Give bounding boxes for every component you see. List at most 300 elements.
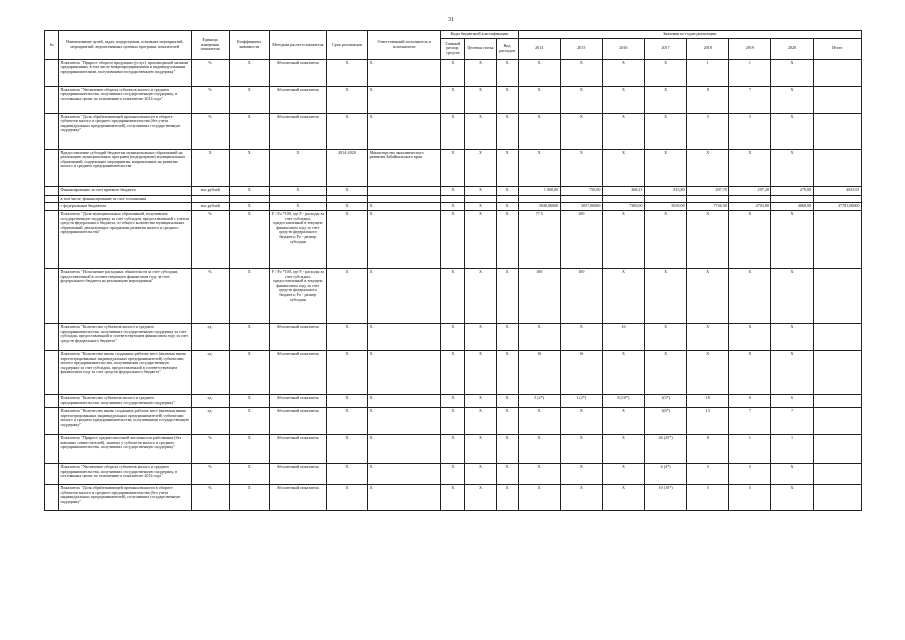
row-year-value-cell: 1 000,00 bbox=[518, 186, 560, 195]
row-year-value-cell: X bbox=[602, 464, 644, 485]
row-year-value-cell bbox=[518, 195, 560, 203]
row-method-cell: Абсолютный показатель bbox=[269, 86, 326, 113]
row-unit-cell: ед. bbox=[191, 351, 229, 395]
row-year-value-cell: X bbox=[687, 269, 729, 324]
row-year-value-cell bbox=[602, 195, 644, 203]
row-unit-cell: % bbox=[191, 485, 229, 511]
row-responsible-cell: Министерство экономического развития Забайкальского края bbox=[368, 149, 441, 186]
row-deadline-cell: X bbox=[326, 59, 367, 86]
row-total-cell bbox=[813, 86, 861, 113]
row-number-cell bbox=[45, 59, 59, 86]
row-code-kind-cell: X bbox=[496, 351, 518, 395]
row-deadline-cell: X bbox=[326, 485, 367, 511]
col-year-header: 2015 bbox=[560, 38, 602, 59]
row-unit-cell: % bbox=[191, 435, 229, 464]
row-unit-cell: % bbox=[191, 86, 229, 113]
row-total-cell bbox=[813, 464, 861, 485]
row-unit-cell: % bbox=[191, 59, 229, 86]
row-code-main-cell: X bbox=[441, 269, 465, 324]
row-coef-cell: X bbox=[229, 464, 269, 485]
col-responsible-header: Ответственный исполнитель и исполнители bbox=[368, 31, 441, 60]
row-unit-cell bbox=[191, 195, 229, 203]
row-year-value-cell: X bbox=[602, 351, 644, 395]
row-year-value-cell: 8 bbox=[687, 435, 729, 464]
row-coef-cell: X bbox=[229, 435, 269, 464]
row-year-value-cell: X bbox=[687, 324, 729, 351]
col-method-header: Методика расчета показателя bbox=[269, 31, 326, 60]
row-code-kind-cell: X bbox=[496, 408, 518, 435]
row-coef-cell: X bbox=[229, 203, 269, 211]
row-unit-cell: тыс.рублей bbox=[191, 186, 229, 195]
row-year-value-cell: X bbox=[771, 59, 813, 86]
row-year-value-cell: X bbox=[518, 485, 560, 511]
row-year-value-cell: X bbox=[729, 324, 771, 351]
row-code-target-cell: X bbox=[465, 435, 496, 464]
row-code-main-cell: X bbox=[441, 211, 465, 269]
row-code-kind-cell: X bbox=[496, 149, 518, 186]
row-year-value-cell: X bbox=[602, 113, 644, 149]
row-code-kind-cell: X bbox=[496, 269, 518, 324]
row-number-cell bbox=[45, 395, 59, 408]
row-number-cell bbox=[45, 408, 59, 435]
row-unit-cell: % bbox=[191, 269, 229, 324]
row-year-value-cell: 368,21 bbox=[602, 186, 644, 195]
row-year-value-cell: 5 bbox=[729, 464, 771, 485]
row-year-value-cell: X bbox=[518, 408, 560, 435]
row-year-value-cell: 7 bbox=[771, 408, 813, 435]
table-row bbox=[45, 113, 862, 149]
row-year-value-cell: X bbox=[518, 149, 560, 186]
row-year-value-cell: X bbox=[771, 464, 813, 485]
row-total-cell bbox=[813, 195, 861, 203]
row-year-value-cell: 1 bbox=[729, 59, 771, 86]
table-row bbox=[45, 211, 862, 269]
row-code-kind-cell: X bbox=[496, 435, 518, 464]
row-deadline-cell: X bbox=[326, 113, 367, 149]
col-year-header: 2020 bbox=[771, 38, 813, 59]
row-number-cell bbox=[45, 211, 59, 269]
row-name-cell: Показатель "Количество субъектов малого и среднего предпринимательства, получивших государственную поддержку за счет субсидии, предоставленной в соответствующем финансовом году за счет средств федерального бюджета" bbox=[59, 324, 191, 351]
row-method-cell: Абсолютный показатель bbox=[269, 464, 326, 485]
row-year-value-cell bbox=[560, 195, 602, 203]
row-code-main-cell: X bbox=[441, 435, 465, 464]
row-code-kind-cell: X bbox=[496, 203, 518, 211]
row-year-value-cell: X bbox=[687, 351, 729, 395]
row-year-value-cell: 4703,80 bbox=[729, 203, 771, 211]
row-code-target-cell: X bbox=[465, 203, 496, 211]
col-total-header: Итого bbox=[813, 38, 861, 59]
row-code-main-cell: X bbox=[441, 149, 465, 186]
row-coef-cell: X bbox=[229, 59, 269, 86]
row-year-value-cell: 3040,00000 bbox=[518, 203, 560, 211]
row-year-value-cell: X bbox=[729, 269, 771, 324]
row-coef-cell: X bbox=[229, 269, 269, 324]
table-row bbox=[45, 149, 862, 186]
row-deadline-cell: X bbox=[326, 211, 367, 269]
row-year-value-cell: 1 bbox=[771, 435, 813, 464]
row-year-value-cell: X bbox=[729, 351, 771, 395]
row-deadline-cell: X bbox=[326, 435, 367, 464]
row-name-cell: Показатель "Исполнение расходных обязательств за счет субсидии, предоставленной в соответствующем финансовом году за счет федерального бюджета на реализацию мероприятия" bbox=[59, 269, 191, 324]
row-code-kind-cell: X bbox=[496, 186, 518, 195]
row-name-cell: Показатель "Прирост среднесписочной численности работников (без внешних совместителей), занятых у субъектов малого и среднего предпринимательства, получивших государственную поддержку" bbox=[59, 435, 191, 464]
row-responsible-cell: X bbox=[368, 464, 441, 485]
row-deadline-cell: X bbox=[326, 186, 367, 195]
row-year-value-cell: 7 bbox=[729, 408, 771, 435]
row-code-kind-cell: X bbox=[496, 395, 518, 408]
row-code-target-cell: X bbox=[465, 59, 496, 86]
table-row bbox=[45, 408, 862, 435]
row-responsible-cell: X bbox=[368, 113, 441, 149]
budget-codes-header: Коды бюджетной классификации bbox=[441, 31, 518, 39]
col-name-header: Наименование целей, задач, подпрограмм, основных мероприятий, мероприятий, ведомственных целевых программ, показателей bbox=[59, 31, 191, 60]
row-unit-cell: % bbox=[191, 464, 229, 485]
row-year-value-cell: X bbox=[771, 269, 813, 324]
row-year-value-cell: 5 bbox=[729, 485, 771, 511]
row-total-cell bbox=[813, 211, 861, 269]
row-coef-cell: X bbox=[229, 113, 269, 149]
row-year-value-cell: 497,70 bbox=[687, 186, 729, 195]
row-year-value-cell: X bbox=[771, 324, 813, 351]
row-method-cell: Абсолютный показатель bbox=[269, 435, 326, 464]
row-method-cell: Абсолютный показатель bbox=[269, 59, 326, 86]
row-number-cell bbox=[45, 86, 59, 113]
row-year-value-cell: X bbox=[771, 351, 813, 395]
row-deadline-cell: X bbox=[326, 351, 367, 395]
col-year-header: 2019 bbox=[729, 38, 771, 59]
row-responsible-cell: X bbox=[368, 269, 441, 324]
row-number-cell bbox=[45, 149, 59, 186]
row-responsible-cell: X bbox=[368, 86, 441, 113]
row-year-value-cell: 26 (25*) bbox=[645, 435, 687, 464]
row-year-value-cell: X bbox=[560, 464, 602, 485]
row-year-value-cell: 7726,50 bbox=[687, 203, 729, 211]
row-code-target-cell: X bbox=[465, 211, 496, 269]
row-year-value-cell: X bbox=[518, 59, 560, 86]
row-name-cell: с федеральным бюджетом bbox=[59, 203, 191, 211]
row-number-cell bbox=[45, 186, 59, 195]
row-year-value-cell: 5 bbox=[687, 113, 729, 149]
row-number-cell bbox=[45, 351, 59, 395]
row-year-value-cell: X bbox=[771, 86, 813, 113]
row-year-value-cell: X bbox=[645, 149, 687, 186]
row-code-kind-cell: X bbox=[496, 464, 518, 485]
row-year-value-cell: X bbox=[771, 211, 813, 269]
row-deadline-cell: X bbox=[326, 269, 367, 324]
row-code-main-cell: X bbox=[441, 464, 465, 485]
row-name-cell: Показатель "Количество вновь созданных рабочих мест (включая вновь зарегистрированных индивидуальных предпринимателей) субъектами малого и среднего предпринимательства, получившими государственную поддержку" bbox=[59, 408, 191, 435]
row-year-value-cell: 1 bbox=[729, 435, 771, 464]
table-body bbox=[45, 59, 862, 511]
row-total-cell bbox=[813, 395, 861, 408]
row-year-value-cell: 5035,00 bbox=[645, 203, 687, 211]
row-year-value-cell: X bbox=[560, 324, 602, 351]
row-code-target-cell: X bbox=[465, 464, 496, 485]
row-number-cell bbox=[45, 269, 59, 324]
row-coef-cell: X bbox=[229, 324, 269, 351]
row-code-main-cell: X bbox=[441, 86, 465, 113]
row-year-value-cell: X bbox=[518, 464, 560, 485]
row-total-cell bbox=[813, 408, 861, 435]
row-year-value-cell: 297,20 bbox=[729, 186, 771, 195]
row-year-value-cell bbox=[771, 195, 813, 203]
row-year-value-cell: 3057,00000 bbox=[560, 203, 602, 211]
row-name-cell: Показатель "Прирост оборота продукции (услуг), производимой малыми предприятиями, в том числе микропредприятиями и индивидуальными предпринимателями, получившими государственную поддержку" bbox=[59, 59, 191, 86]
row-year-value-cell: 4868,00 bbox=[771, 203, 813, 211]
row-coef-cell: X bbox=[229, 86, 269, 113]
row-year-value-cell: X bbox=[560, 408, 602, 435]
table-row bbox=[45, 464, 862, 485]
row-deadline-cell: X bbox=[326, 86, 367, 113]
table-row bbox=[45, 395, 862, 408]
row-year-value-cell: X bbox=[602, 269, 644, 324]
row-responsible-cell: X bbox=[368, 203, 441, 211]
col-code-target-header: Целевая статья bbox=[465, 38, 496, 59]
row-total-cell bbox=[813, 351, 861, 395]
row-responsible-cell bbox=[368, 195, 441, 203]
row-coef-cell: X bbox=[229, 351, 269, 395]
row-number-cell bbox=[45, 195, 59, 203]
row-total-cell bbox=[813, 149, 861, 186]
row-method-cell: Абсолютный показатель bbox=[269, 395, 326, 408]
row-code-kind-cell: X bbox=[496, 211, 518, 269]
col-year-header: 2016 bbox=[602, 38, 644, 59]
row-coef-cell: X bbox=[229, 408, 269, 435]
row-year-value-cell: 100 bbox=[560, 269, 602, 324]
row-responsible-cell: X bbox=[368, 408, 441, 435]
row-coef-cell: X bbox=[229, 186, 269, 195]
row-code-target-cell: X bbox=[465, 395, 496, 408]
row-code-kind-cell: X bbox=[496, 113, 518, 149]
row-name-cell: Показатель "Доля муниципальных образований, получивших государственную поддержку за счет субсидии, предоставленной с учетом средств федерального бюджета, от общего количества муниципальных образований, реализующих программы развития малого и среднего предпринимательства" bbox=[59, 211, 191, 269]
col-no-header: № bbox=[45, 31, 59, 60]
row-year-value-cell: X bbox=[518, 435, 560, 464]
row-deadline-cell: X bbox=[326, 464, 367, 485]
row-year-value-cell bbox=[645, 195, 687, 203]
row-code-main-cell: X bbox=[441, 485, 465, 511]
row-year-value-cell: X bbox=[645, 351, 687, 395]
row-year-value-cell: X bbox=[645, 324, 687, 351]
row-year-value-cell: X bbox=[602, 59, 644, 86]
table-row bbox=[45, 269, 862, 324]
row-unit-cell: ед. bbox=[191, 408, 229, 435]
row-year-value-cell: 16 bbox=[518, 351, 560, 395]
row-unit-cell: % bbox=[191, 113, 229, 149]
row-year-value-cell: 750,00 bbox=[560, 186, 602, 195]
row-responsible-cell: X bbox=[368, 395, 441, 408]
row-method-cell: X bbox=[269, 186, 326, 195]
row-year-value-cell: X bbox=[560, 149, 602, 186]
row-number-cell bbox=[45, 485, 59, 511]
row-responsible-cell: X bbox=[368, 485, 441, 511]
row-code-main-cell: X bbox=[441, 324, 465, 351]
table-row bbox=[45, 351, 862, 395]
row-year-value-cell: X bbox=[560, 86, 602, 113]
row-responsible-cell: X bbox=[368, 324, 441, 351]
row-year-value-cell: 8 bbox=[687, 86, 729, 113]
row-total-cell bbox=[813, 269, 861, 324]
row-year-value-cell: 77,5 bbox=[518, 211, 560, 269]
row-method-cell: F / Fo *100, где F - расходы за счет субсидии, предоставленной в текущем финансовом году за счет средств федерального бюджета; Fo - размер субсидии bbox=[269, 211, 326, 269]
row-name-cell: Показатель "Увеличение оборота субъектов малого и среднего предпринимательства, получивших государственную поддержку, в постоянных ценах по отношению к показателю 2014 года" bbox=[59, 464, 191, 485]
row-code-main-cell: X bbox=[441, 351, 465, 395]
row-unit-cell: X bbox=[191, 149, 229, 186]
row-code-target-cell: X bbox=[465, 351, 496, 395]
row-responsible-cell: X bbox=[368, 435, 441, 464]
row-deadline-cell: X bbox=[326, 203, 367, 211]
row-deadline-cell: X bbox=[326, 408, 367, 435]
row-year-value-cell: X bbox=[645, 211, 687, 269]
col-unit-header: Единица измерения показателя bbox=[191, 31, 229, 60]
row-code-target-cell: X bbox=[465, 485, 496, 511]
row-year-value-cell: X bbox=[602, 435, 644, 464]
row-number-cell bbox=[45, 324, 59, 351]
row-total-cell: 4023,91 bbox=[813, 186, 861, 195]
table-row bbox=[45, 59, 862, 86]
row-code-main-cell: X bbox=[441, 408, 465, 435]
table-row bbox=[45, 324, 862, 351]
table-row bbox=[45, 186, 862, 195]
row-code-main-cell: X bbox=[441, 113, 465, 149]
row-code-main-cell: X bbox=[441, 203, 465, 211]
row-method-cell: Абсолютный показатель bbox=[269, 113, 326, 149]
row-code-target-cell: X bbox=[465, 86, 496, 113]
row-year-value-cell: 5 bbox=[729, 113, 771, 149]
row-year-value-cell: X bbox=[560, 113, 602, 149]
row-year-value-cell: 6 (4*) bbox=[645, 464, 687, 485]
row-name-cell: Показатель "Доля обрабатывающей промышленности в обороте субъектов малого и среднего предпринимательства (без учета индивидуальных предпринимателей), получивших государственную поддержку" bbox=[59, 113, 191, 149]
row-year-value-cell: X bbox=[645, 86, 687, 113]
row-method-cell: Абсолютный показатель bbox=[269, 408, 326, 435]
year-values-header: Значения по годам реализации bbox=[518, 31, 861, 39]
row-total-cell bbox=[813, 113, 861, 149]
row-year-value-cell: X bbox=[518, 86, 560, 113]
row-coef-cell: X bbox=[229, 395, 269, 408]
row-year-value-cell: X bbox=[687, 211, 729, 269]
row-year-value-cell bbox=[687, 195, 729, 203]
table-row bbox=[45, 86, 862, 113]
row-year-value-cell: X bbox=[729, 211, 771, 269]
table-row bbox=[45, 435, 862, 464]
row-coef-cell: X bbox=[229, 485, 269, 511]
row-deadline-cell: X bbox=[326, 324, 367, 351]
row-year-value-cell: 1(3*) bbox=[645, 395, 687, 408]
table-row bbox=[45, 485, 862, 511]
row-number-cell bbox=[45, 464, 59, 485]
row-code-target-cell bbox=[465, 195, 496, 203]
row-year-value-cell: 7300,00 bbox=[602, 203, 644, 211]
row-year-value-cell: X bbox=[560, 59, 602, 86]
row-year-value-cell bbox=[729, 195, 771, 203]
col-year-header: 2018 bbox=[687, 38, 729, 59]
row-year-value-cell: X bbox=[602, 211, 644, 269]
row-unit-cell: ед. bbox=[191, 395, 229, 408]
row-year-value-cell: 5 (2*) bbox=[518, 395, 560, 408]
row-year-value-cell: X bbox=[771, 149, 813, 186]
col-coef-header: Коэффициент значимости bbox=[229, 31, 269, 60]
row-name-cell: в том числе, финансирование за счет соглашения bbox=[59, 195, 191, 203]
row-unit-cell: ед. bbox=[191, 324, 229, 351]
row-number-cell bbox=[45, 113, 59, 149]
row-year-value-cell: 5 bbox=[687, 464, 729, 485]
row-year-value-cell: X bbox=[518, 113, 560, 149]
row-code-target-cell: X bbox=[465, 408, 496, 435]
row-year-value-cell: X bbox=[602, 149, 644, 186]
row-coef-cell bbox=[229, 195, 269, 203]
row-responsible-cell bbox=[368, 186, 441, 195]
row-code-main-cell: X bbox=[441, 186, 465, 195]
row-name-cell: Предоставление субсидий бюджетам муниципальных образований на реализацию муниципальных программ (подпрограмм) муниципальных образований, содержащих мероприятия, направленные на развитие малого и среднего предпринимательства bbox=[59, 149, 191, 186]
row-method-cell bbox=[269, 195, 326, 203]
row-year-value-cell: X bbox=[687, 149, 729, 186]
table-row bbox=[45, 203, 862, 211]
row-year-value-cell: X bbox=[602, 408, 644, 435]
row-deadline-cell: 2014-2020 bbox=[326, 149, 367, 186]
row-responsible-cell: X bbox=[368, 351, 441, 395]
col-year-header: 2017 bbox=[645, 38, 687, 59]
row-code-target-cell: X bbox=[465, 269, 496, 324]
row-deadline-cell bbox=[326, 195, 367, 203]
row-year-value-cell: X bbox=[645, 113, 687, 149]
row-year-value-cell: X bbox=[602, 86, 644, 113]
program-table bbox=[44, 30, 862, 511]
row-year-value-cell: X bbox=[645, 269, 687, 324]
row-method-cell: F / Fo *100, где F - расходы за счет субсидии, предоставленной в текущем финансовом году за счет средств федерального бюджета; Fo - размер субсидии bbox=[269, 269, 326, 324]
col-code-main-header: Главный распор. средств bbox=[441, 38, 465, 59]
row-code-kind-cell: X bbox=[496, 86, 518, 113]
row-year-value-cell: X bbox=[602, 485, 644, 511]
row-year-value-cell: 279,00 bbox=[771, 186, 813, 195]
row-year-value-cell: 7 bbox=[729, 86, 771, 113]
row-code-kind-cell: X bbox=[496, 485, 518, 511]
row-code-kind-cell bbox=[496, 195, 518, 203]
row-method-cell: Абсолютный показатель bbox=[269, 351, 326, 395]
row-code-main-cell: X bbox=[441, 59, 465, 86]
row-coef-cell: X bbox=[229, 149, 269, 186]
row-total-cell bbox=[813, 435, 861, 464]
row-method-cell: Абсолютный показатель bbox=[269, 324, 326, 351]
row-year-value-cell: 18 bbox=[687, 395, 729, 408]
row-year-value-cell: X bbox=[771, 113, 813, 149]
row-total-cell bbox=[813, 324, 861, 351]
row-unit-cell: % bbox=[191, 211, 229, 269]
row-number-cell bbox=[45, 435, 59, 464]
col-code-kind-header: Вид расходов bbox=[496, 38, 518, 59]
row-code-target-cell: X bbox=[465, 186, 496, 195]
row-code-target-cell: X bbox=[465, 324, 496, 351]
row-year-value-cell: 1 (2*) bbox=[560, 395, 602, 408]
row-code-kind-cell: X bbox=[496, 59, 518, 86]
row-code-main-cell bbox=[441, 195, 465, 203]
row-year-value-cell: X bbox=[729, 149, 771, 186]
row-year-value-cell: 100 bbox=[560, 211, 602, 269]
row-name-cell: Финансирование за счет краевого бюджета bbox=[59, 186, 191, 195]
row-name-cell: Показатель "Количество субъектов малого и среднего предпринимательства, получивших государственную поддержку" bbox=[59, 395, 191, 408]
row-code-target-cell: X bbox=[465, 113, 496, 149]
row-responsible-cell: X bbox=[368, 211, 441, 269]
row-method-cell: X bbox=[269, 149, 326, 186]
row-code-kind-cell: X bbox=[496, 324, 518, 351]
row-year-value-cell: 5 bbox=[687, 485, 729, 511]
row-coef-cell: X bbox=[229, 211, 269, 269]
row-name-cell: Показатель "Увеличение оборота субъектов малого и среднего предпринимательства, получивших государственную поддержку, в постоянных ценах по отношению к показателю 2014 года" bbox=[59, 86, 191, 113]
page-number: 31 bbox=[448, 17, 454, 23]
row-name-cell: Показатель "Количество вновь созданных рабочих мест (включая вновь зарегистрированных индивидуальных предпринимателей) субъектами малого предпринимательства, получившими государственную поддержку за счет субсидии, предоставленной в соответствующем финансовом году за счет средств федерального бюджета" bbox=[59, 351, 191, 395]
row-deadline-cell: X bbox=[326, 395, 367, 408]
row-responsible-cell: X bbox=[368, 59, 441, 86]
row-year-value-cell: 16 bbox=[560, 351, 602, 395]
row-year-value-cell: X bbox=[645, 59, 687, 86]
